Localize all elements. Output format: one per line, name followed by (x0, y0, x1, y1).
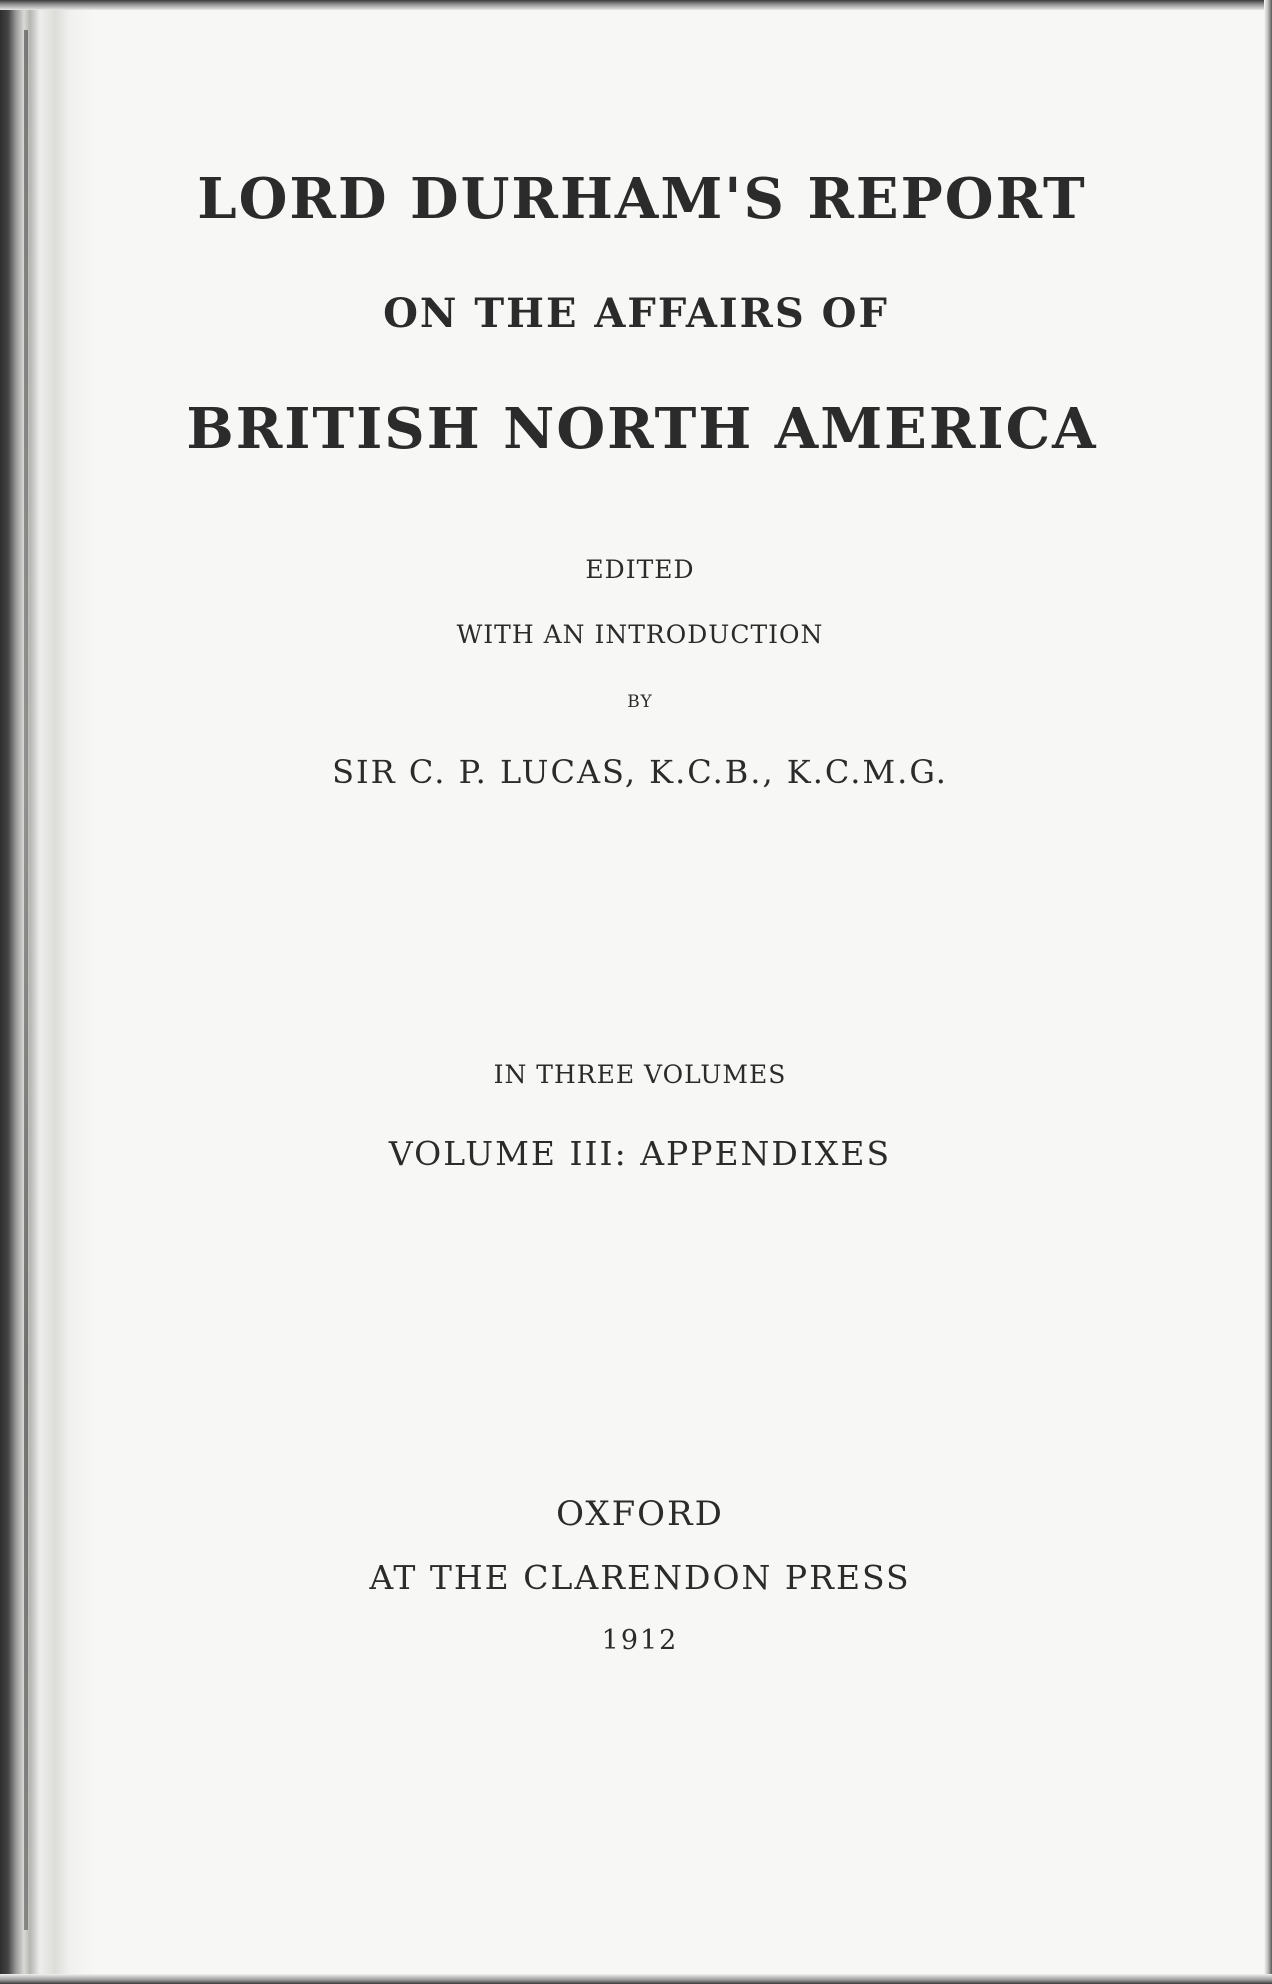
page-top-edge (0, 0, 1272, 10)
title-line-1: LORD DURHAM'S REPORT (197, 166, 1087, 232)
edited-label: EDITED (585, 555, 695, 584)
editor-name: SIR C. P. LUCAS, K.C.B., K.C.M.G. (332, 753, 948, 791)
publisher-name: AT THE CLARENDON PRESS (369, 1558, 911, 1597)
publication-year: 1912 (601, 1625, 679, 1656)
title-line-3: BRITISH NORTH AMERICA (186, 396, 1098, 462)
volume-title: VOLUME III: APPENDIXES (388, 1134, 892, 1173)
volumes-count: IN THREE VOLUMES (493, 1060, 787, 1089)
title-line-2: ON THE AFFAIRS OF (383, 290, 889, 337)
introduction-label: WITH AN INTRODUCTION (456, 620, 824, 649)
by-label: BY (627, 692, 653, 712)
publication-place: OXFORD (556, 1494, 724, 1534)
page-bottom-edge (0, 1974, 1272, 1984)
